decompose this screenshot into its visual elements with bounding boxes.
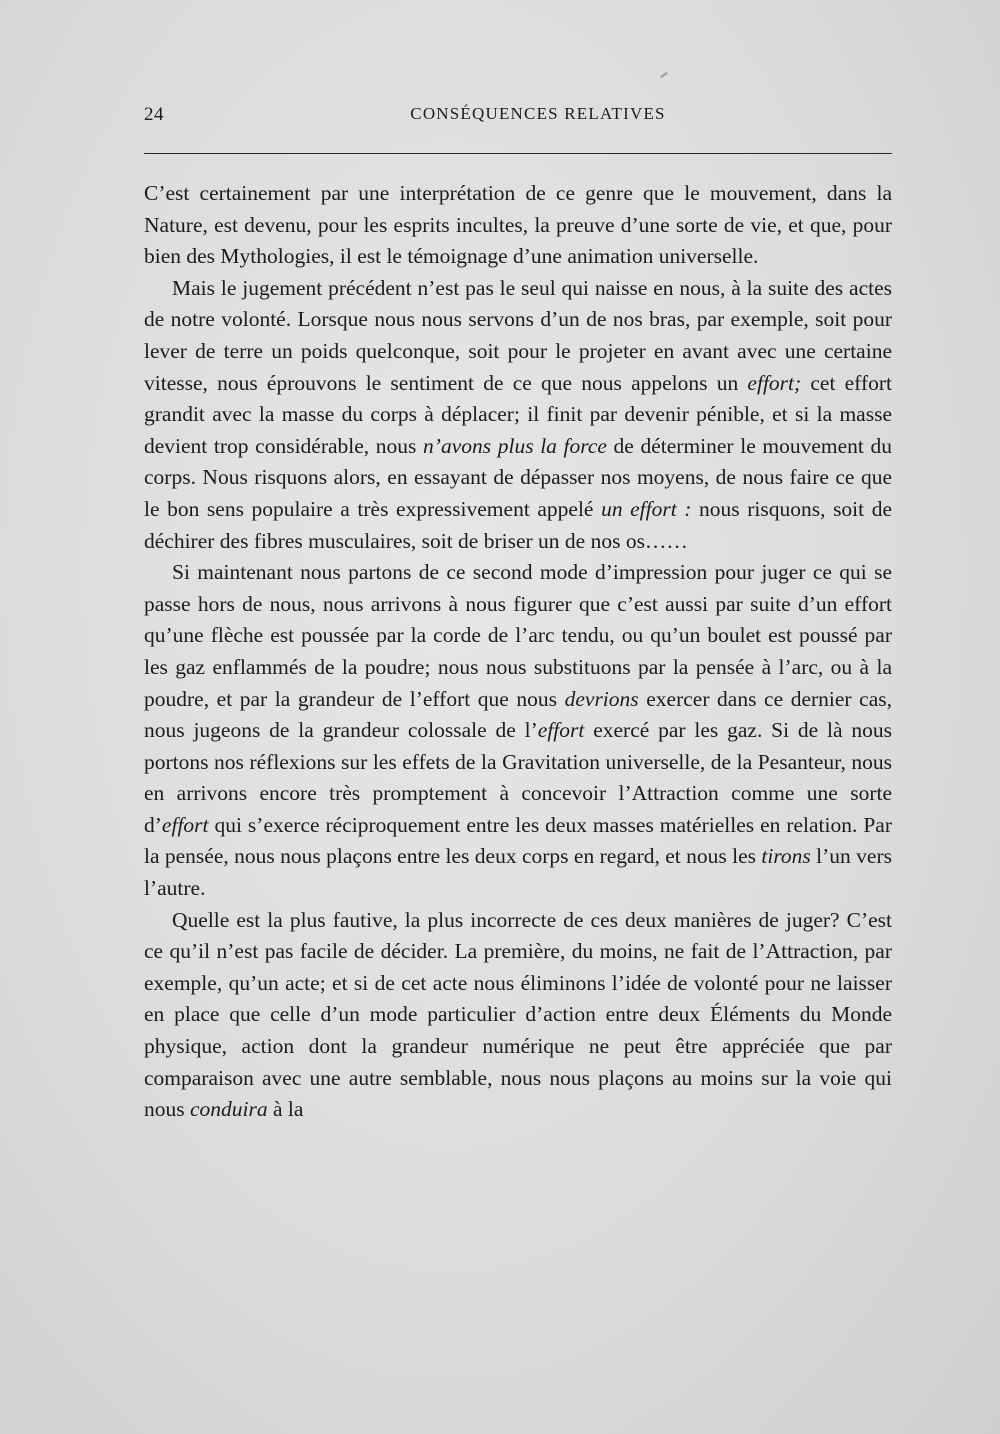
running-head bbox=[144, 104, 892, 132]
text-segment: Si maintenant nous partons de ce second mode d’impression pour juger ce qui se passe hors de nous, nous arrivons à nous figurer que c’est aussi par suite d’un effort qu’une flèche est poussée par la corde de l’arc tendu, ou qu’un boulet est poussé par les gaz enflammés de la poudre; nous nous substituons par la pensée à l’arc, ou à la poudre, et par la grandeur de l’effort que nous bbox=[144, 560, 892, 711]
paragraph bbox=[144, 557, 892, 905]
page-number: 24 bbox=[144, 104, 164, 125]
italic-text-segment: tirons bbox=[761, 844, 811, 869]
text-segment: C’est certainement par une interprétation de ce genre que le mouvement, dans la Nature, est devenu, pour les esprits incultes, la preuve d’une sorte de vie, et que, pour bien des Mythologies, il est le témoignage d’une animation universelle. bbox=[144, 181, 892, 269]
text-segment: Mais le jugement précédent n’est pas le seul qui naisse en nous, à la suite des actes de notre volonté. Lorsque nous nous servons d’un de nos bras, par exemple, soit pour lever de terre un poids quelconque, soit pour le projeter en avant avec une certaine vitesse, nous éprouvons le sentiment de ce que nous appelons un bbox=[144, 275, 892, 395]
italic-text-segment: n’avons plus la force bbox=[423, 433, 607, 458]
italic-text-segment: effort bbox=[537, 718, 585, 743]
italic-text-segment: effort bbox=[161, 812, 209, 837]
running-title: CONSÉQUENCES RELATIVES bbox=[410, 104, 666, 123]
text-segment: exercé par les gaz. Si de là nous portons nos réflexions sur les effets de la Gravitation universelle, de la Pesanteur, nous en arrivons encore très promptement à concevoir l’Attraction comme une sorte d’ bbox=[144, 718, 893, 837]
italic-text-segment: conduira bbox=[190, 1097, 268, 1122]
text-segment: Quelle est la plus fautive, la plus incorrecte de ces deux manières de juger? C’est ce qu’il n’est pas facile de décider. La première, du moins, ne fait de l’Attraction, par exemple, qu’un acte; et si de cet acte nous éliminons l’idée de volonté pour ne laisser en place que celle d’un mode particulier d’action entre deux Éléments du Monde physique, action dont la grandeur numérique ne peut être appréciée que par comparaison avec une autre semblable, nous nous plaçons au moins sur la voie qui nous bbox=[144, 907, 892, 1122]
italic-text-segment: devrions bbox=[564, 686, 639, 711]
paragraph bbox=[144, 273, 892, 557]
text-segment: à la bbox=[267, 1097, 304, 1122]
paper-speck bbox=[660, 72, 668, 78]
text-segment: exercer dans ce dernier cas, nous jugeons de la grandeur colossale de l’ bbox=[144, 686, 892, 743]
italic-text-segment: effort; bbox=[747, 370, 802, 395]
text-segment: qui s’exerce réciproquement entre les deux masses matérielles en relation. Par la pensée, nous nous plaçons entre les deux corps en regard, et nous les bbox=[144, 812, 892, 869]
paragraph bbox=[144, 905, 892, 1126]
body-text bbox=[144, 178, 892, 1126]
text-segment: nous risquons, soit de déchirer des fibres musculaires, soit de briser un de nos os…… bbox=[144, 496, 893, 553]
text-segment: cet effort grandit avec la masse du corps à déplacer; il finit par devenir pénible, et si la masse devient trop considérable, nous bbox=[144, 370, 892, 458]
italic-text-segment: un effort : bbox=[601, 496, 692, 521]
paragraph bbox=[144, 178, 892, 273]
text-segment: l’un vers l’autre. bbox=[144, 844, 892, 901]
header-rule bbox=[144, 153, 892, 154]
text-segment: de déterminer le mouvement du corps. Nous risquons alors, en essayant de dépasser nos moyens, de nous faire ce que le bon sens populaire a très expressivement appelé bbox=[144, 433, 892, 521]
